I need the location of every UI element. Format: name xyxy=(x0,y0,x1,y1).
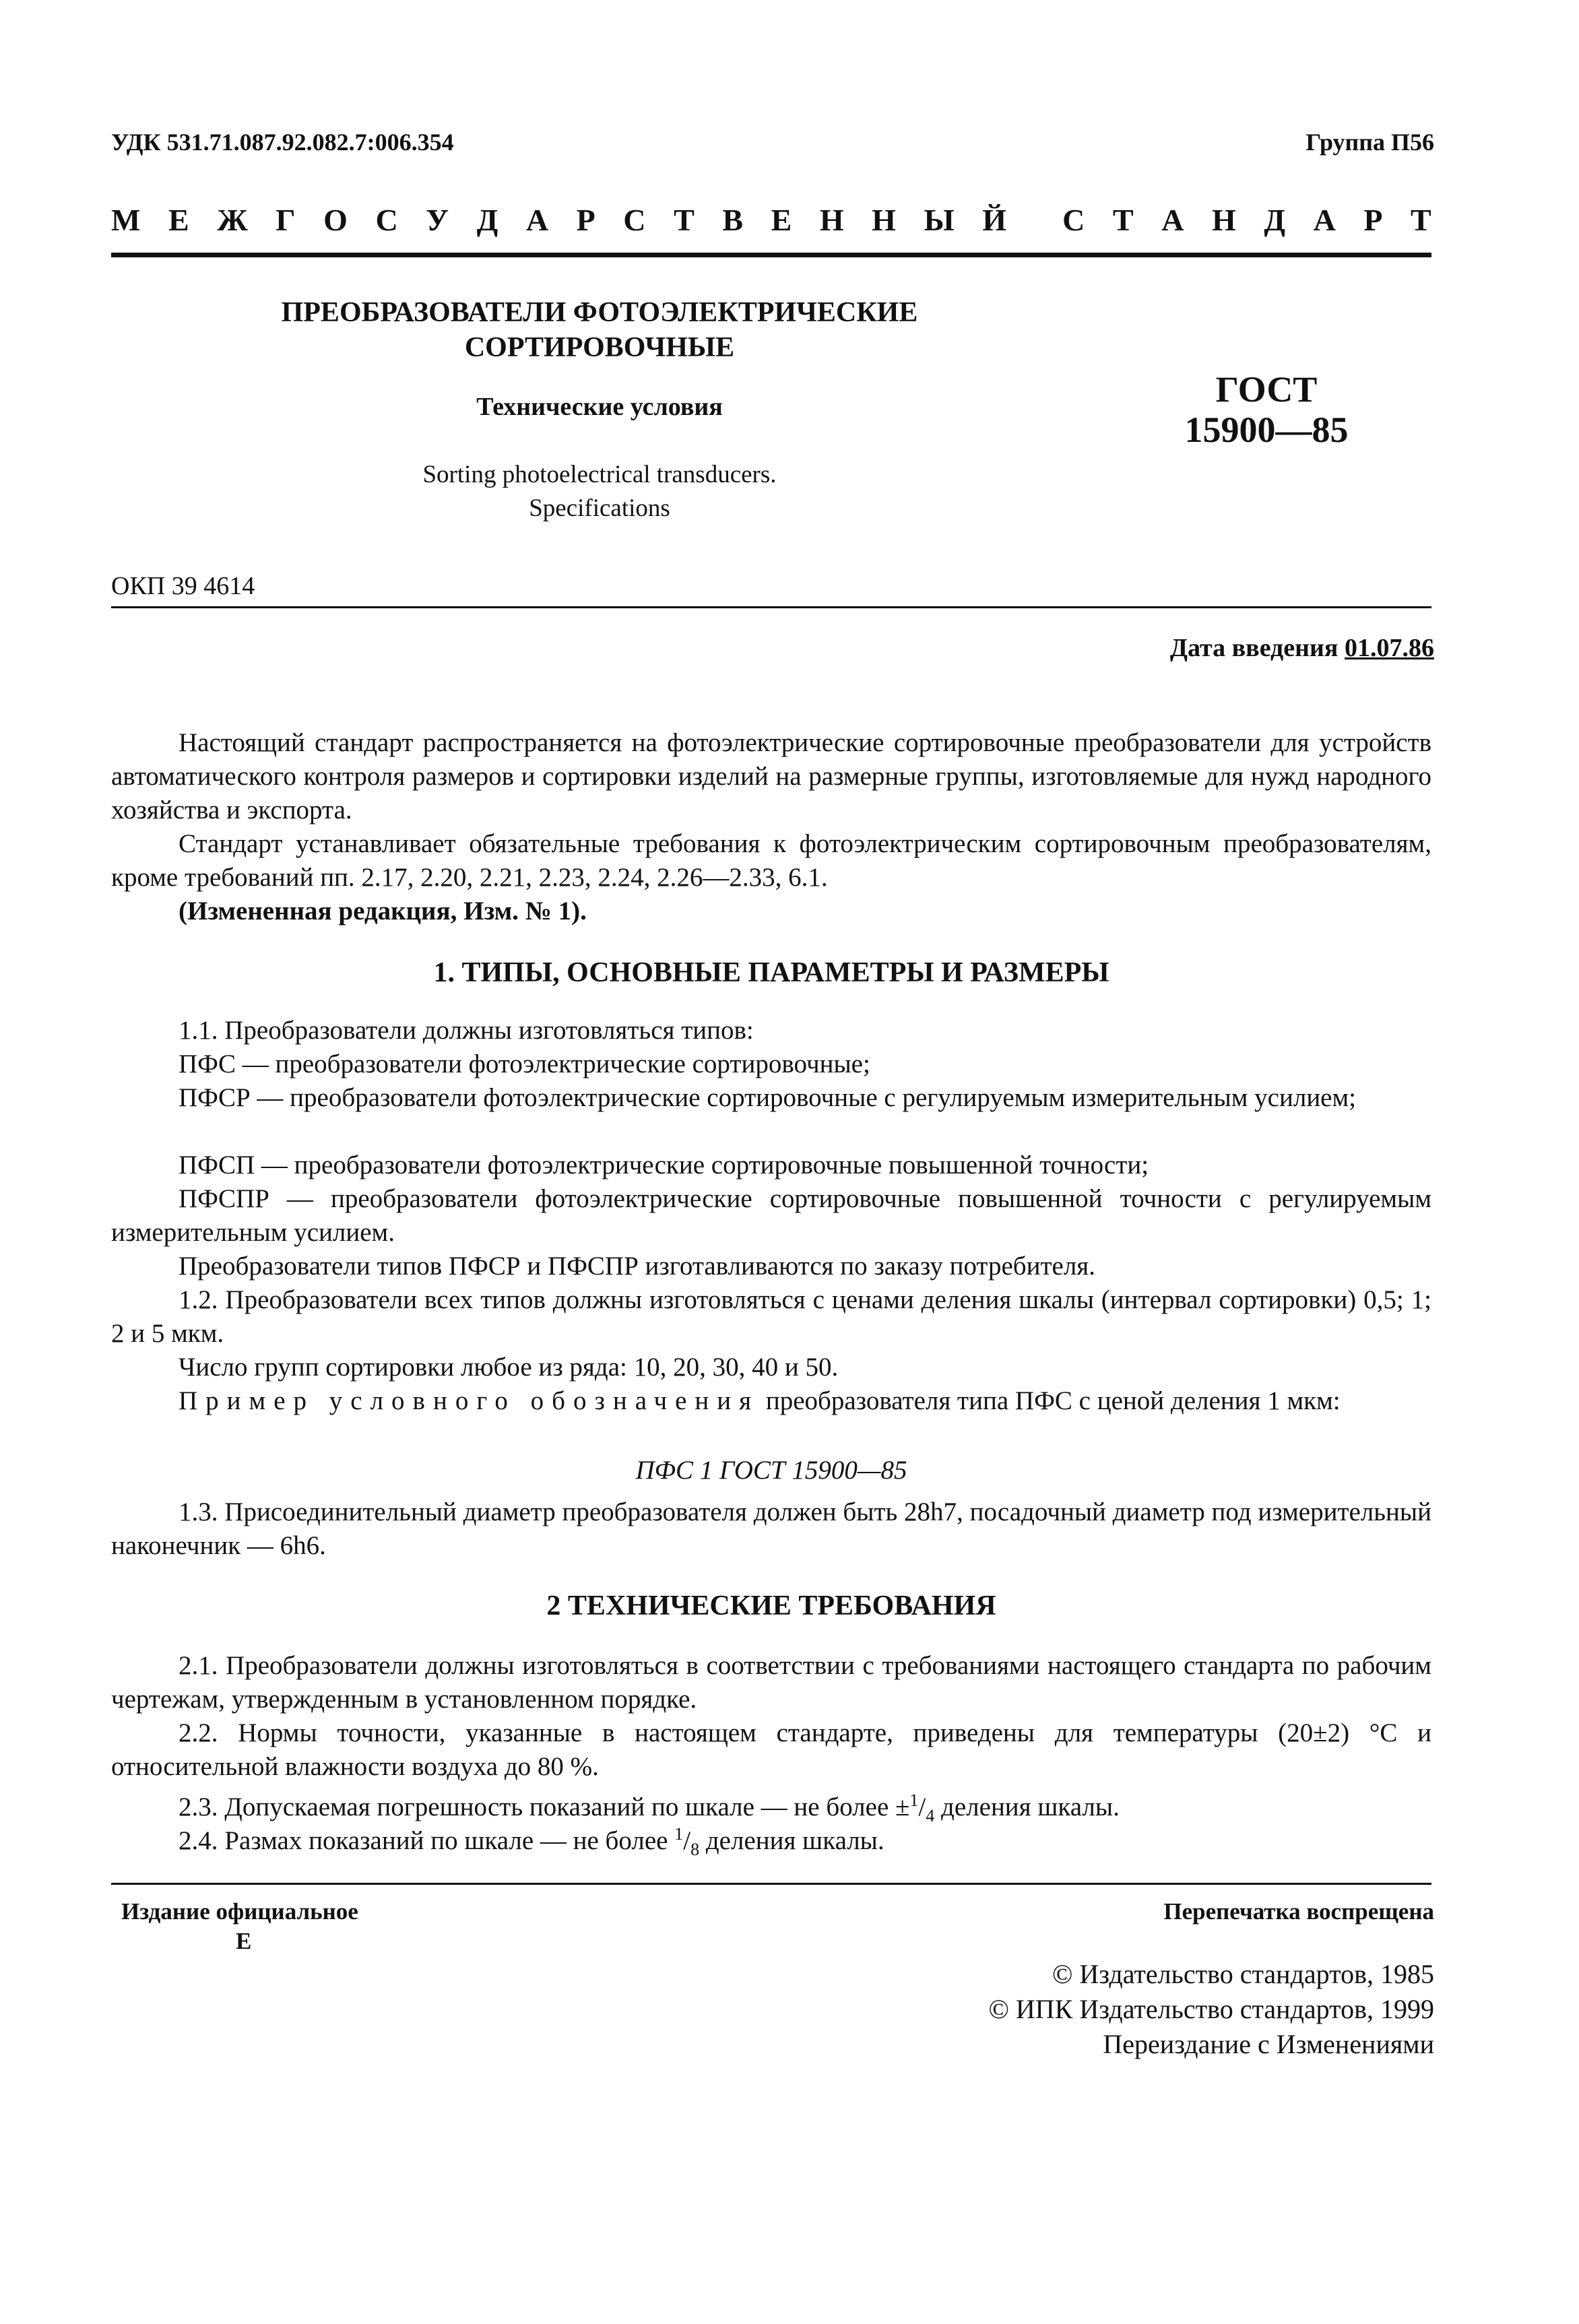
clause-2-2: 2.2. Нормы точности, указанные в настоящем стандарте, приведены для температуры (20±2) °С и относительной влажности воздуха до 80 %. xyxy=(111,1718,1431,1781)
edition-letter: Е xyxy=(236,1928,252,1954)
clause-1-1: 1.1. Преобразователи должны изготовляться типов: xyxy=(179,1016,754,1045)
type-pfs: ПФС — преобразователи фотоэлектрические сортировочные; xyxy=(179,1050,870,1078)
gost-designation xyxy=(1145,369,1388,450)
header-thick-rule xyxy=(111,253,1431,257)
gost-number: 15900—85 xyxy=(1184,410,1349,450)
intro-date-value: 01.07.86 xyxy=(1345,634,1434,662)
banner-letter: Е xyxy=(771,203,792,237)
banner-letter: Н xyxy=(872,203,896,237)
banner-letter: Н xyxy=(1212,203,1236,237)
banner-letter: А xyxy=(525,203,549,237)
section-2-title: 2 ТЕХНИЧЕСКИЕ ТРЕБОВАНИЯ xyxy=(546,1590,996,1621)
intro-date-label: Дата введения xyxy=(1169,634,1339,662)
banner-letter: Т xyxy=(674,203,695,237)
footer-rule xyxy=(111,1883,1431,1885)
banner-letter: Г xyxy=(276,203,296,237)
clause-1-2: 1.2. Преобразователи всех типов должны изготовляться с ценами деления шкалы (интервал сортировки) 0,5; 1; 2 и 5 мкм. xyxy=(111,1285,1431,1348)
reissue-note: Переиздание с Изменениями xyxy=(1103,2029,1434,2059)
reprint-prohibited: Перепечатка воспрещена xyxy=(1163,1898,1434,1925)
official-edition: Издание официальное xyxy=(121,1898,358,1925)
intro-paragraph-1: Настоящий стандарт распространяется на фотоэлектрические сортировочные преобразователи для устройств автоматического контроля размеров и сортировки изделий на размерные группы, изготовляемые для нужд народного хозяйства и экспорта. xyxy=(111,728,1431,825)
banner-letter: Д xyxy=(1264,203,1285,237)
english-title xyxy=(202,458,997,525)
okp-code: ОКП 39 4614 xyxy=(111,572,255,600)
banner-letter: Н xyxy=(819,203,844,237)
banner-letter: А xyxy=(1161,203,1184,237)
banner-letter: Й xyxy=(982,203,1007,237)
banner-letter: Е xyxy=(168,203,189,237)
type-pfsp: ПФСП — преобразователи фотоэлектрические сортировочные повышенной точности; xyxy=(179,1151,1149,1180)
okp-rule xyxy=(111,606,1431,608)
banner-letter: Ы xyxy=(924,203,955,237)
english-title-line-2: Specifications xyxy=(529,494,670,522)
banner-letter: О xyxy=(323,203,348,237)
banner-letter: Д xyxy=(476,203,498,237)
title-line-1: ПРЕОБРАЗОВАТЕЛИ ФОТОЭЛЕКТРИЧЕСКИЕ xyxy=(281,297,918,328)
example-spaced-label: Пример условного обозначения xyxy=(179,1386,760,1415)
interstate-standard-banner xyxy=(111,202,1431,238)
banner-letter: Р xyxy=(576,203,595,237)
designation-example: ПФС 1 ГОСТ 15900—85 xyxy=(635,1456,907,1485)
section-1-title: 1. ТИПЫ, ОСНОВНЫЕ ПАРАМЕТРЫ И РАЗМЕРЫ xyxy=(433,957,1109,988)
banner-letter: Ж xyxy=(217,203,248,237)
banner-letter: С xyxy=(375,203,398,237)
type-pfsr: ПФСР — преобразователи фотоэлектрические сортировочные с регулируемым измерительным усилием; xyxy=(179,1083,1357,1112)
banner-letter: А xyxy=(1313,203,1336,237)
gost-label: ГОСТ xyxy=(1215,369,1318,410)
clause-1-3: 1.3. Присоединительный диаметр преобразователя должен быть 28h7, посадочный диаметр под измерительный наконечник — 6h6. xyxy=(111,1497,1431,1560)
clause-2-3: 2.3. Допускаемая погрешность показаний по шкале — не более $\pm^1/_4$ деления шкалы. xyxy=(179,1790,1120,1826)
intro-paragraph-2: Стандарт устанавливает обязательные требования к фотоэлектрическим сортировочным преобразователям, кроме требований пп. 2.17, 2.20, 2.21, 2.23, 2.24, 2.26—2.33, 6.1. xyxy=(111,829,1431,892)
english-title-line-1: Sorting photoelectrical transducers. xyxy=(422,461,777,488)
copyright-1999: © ИПК Издательство стандартов, 1999 xyxy=(988,1994,1434,2024)
example-rest: преобразователя типа ПФС с ценой деления 1 мкм: xyxy=(759,1386,1341,1415)
clause-2-4: 2.4. Размах показаний по шкале — не более $^1/_8$ деления шкалы. xyxy=(179,1824,884,1859)
copyright-1985: © Издательство стандартов, 1985 xyxy=(1052,1959,1434,1989)
banner-letter: Р xyxy=(1363,203,1383,237)
banner-letter: В xyxy=(722,203,744,237)
title-line-2: СОРТИРОВОЧНЫЕ xyxy=(464,332,735,363)
sorting-groups: Число групп сортировки любое из ряда: 10, 20, 30, 40 и 50. xyxy=(179,1353,839,1382)
type-pfspr: ПФСПР — преобразователи фотоэлектрические сортировочные повышенной точности с регулируемым измерительным усилием. xyxy=(111,1184,1431,1247)
banner-letter: М xyxy=(111,203,141,237)
banner-letter: У xyxy=(426,203,449,237)
group-code: Группа П56 xyxy=(1306,129,1434,156)
document-title xyxy=(202,295,997,365)
intro-date xyxy=(1170,633,1434,663)
udk-code: УДК 531.71.087.92.082.7:006.354 xyxy=(111,129,454,156)
copyright-block xyxy=(989,1957,1434,2062)
designation-example-intro xyxy=(111,1384,1431,1418)
banner-letter: С xyxy=(623,203,646,237)
banner-letter: Т xyxy=(1112,203,1134,237)
banner-letter: Т xyxy=(1411,203,1431,237)
amendment-note: (Измененная редакция, Изм. № 1). xyxy=(179,897,587,926)
order-note: Преобразователи типов ПФСР и ПФСПР изготавливаются по заказу потребителя. xyxy=(179,1252,1095,1281)
clause-2-1: 2.1. Преобразователи должны изготовляться в соответствии с требованиями настоящего стандарта по рабочим чертежам, утвержденным в установленном порядке. xyxy=(111,1651,1431,1714)
document-subtitle: Технические условия xyxy=(476,393,723,421)
banner-letter: С xyxy=(1062,203,1085,237)
